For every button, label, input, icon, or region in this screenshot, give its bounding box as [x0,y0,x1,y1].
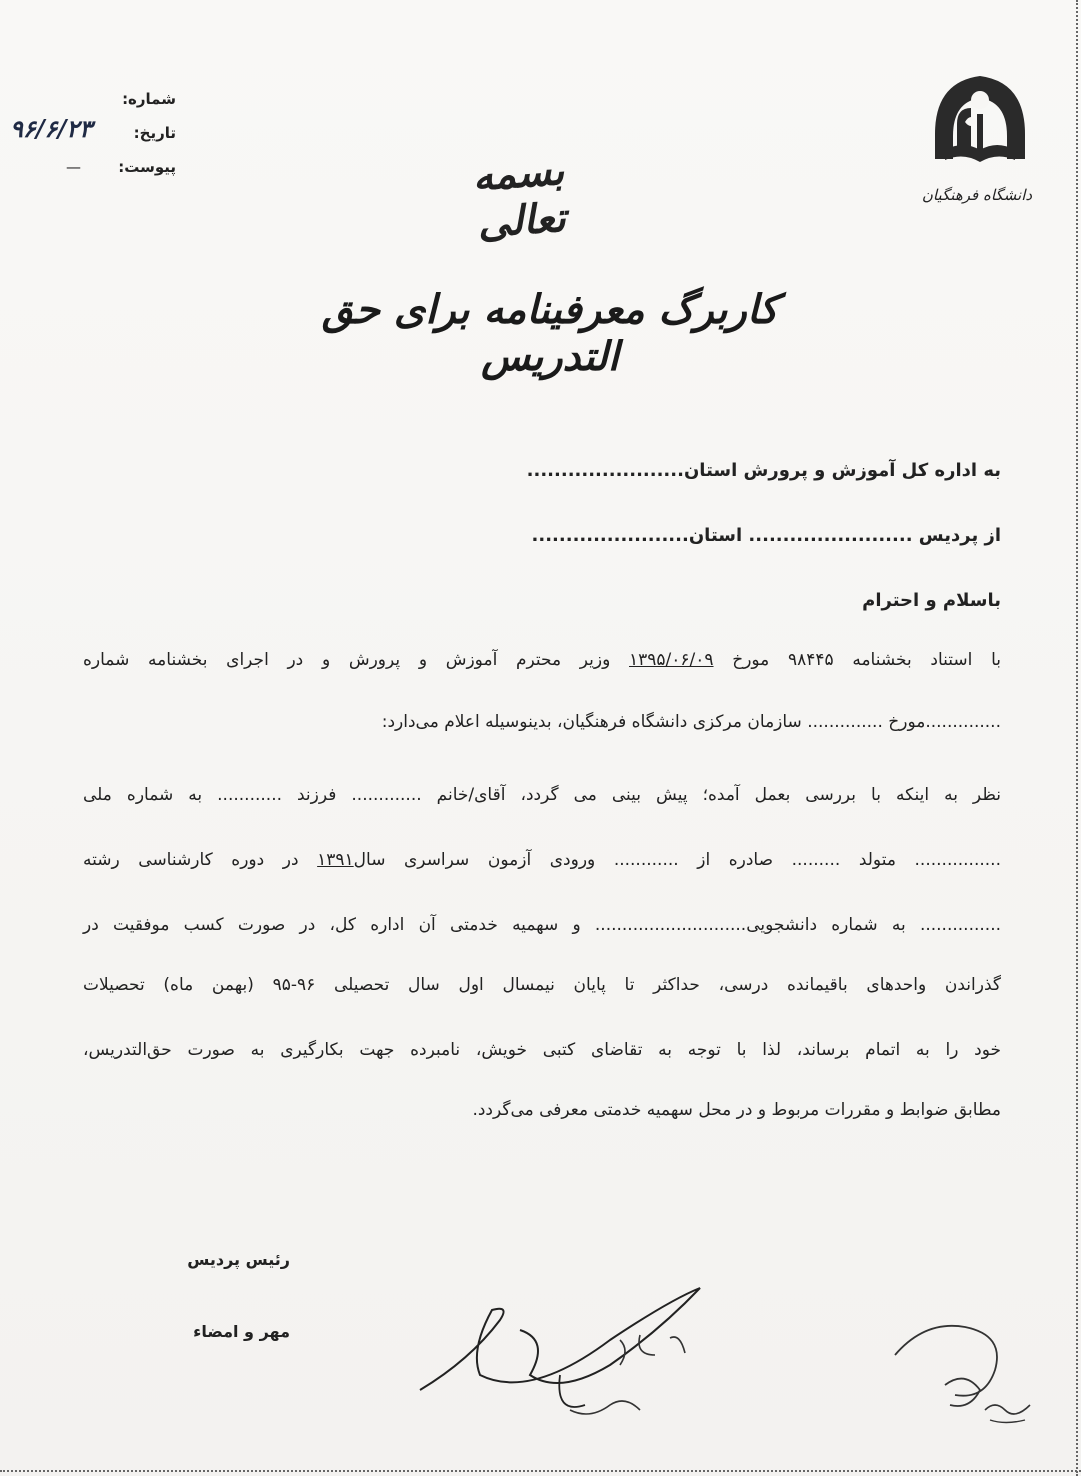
attachment-label: پیوست: [118,158,176,176]
paragraph2-line3: ............... به شماره دانشجویی............................ و سهمیه خدمتی آن اداره کل، در صورت کسب موفقیت در [83,915,1001,935]
page-title: کاربرگ معرفینامه برای حق التدریس [321,286,779,380]
date-label: تاریخ: [133,124,176,142]
paragraph2-line5: خود را به اتمام برساند، لذا با توجه به تقاضای کتبی خویش، نامبرده جهت بکارگیری به صورت حق‌التدریس، [83,1040,1001,1060]
seal-label: مهر و امضاء [193,1322,290,1341]
greeting: باسلام و احترام [862,590,1001,611]
p1-text-after: وزیر محترم آموزش و پرورش و در اجرای بخشنامه شماره [83,650,630,670]
from-line: از پردیس ........................ استان....................... [531,525,1001,546]
attachment-value: — [66,158,81,176]
addressee-line: به اداره کل آموزش و پرورش استان....................... [526,460,1001,481]
paragraph2-line2 [83,850,1001,870]
p2-line2-after: در دوره کارشناسی رشته [83,850,318,870]
attachment-row [8,152,176,186]
scan-edge-bottom [0,1470,1081,1472]
date-row [8,114,176,152]
paragraph2-line4: گذراندن واحدهای باقیمانده درسی، حداکثر تا پایان نیمسال اول سال تحصیلی ۹۶-۹۵ (بهمن ماه) تحصیلات [83,975,1001,995]
signature-scribble-icon [410,1280,720,1460]
logo-caption: دانشگاه فرهنگیان [921,186,1033,204]
paragraph1-line1 [83,650,1001,670]
paragraph2-line6: مطابق ضوابط و مقررات مربوط و در محل سهمیه خدمتی معرفی می‌گردد. [472,1100,1001,1120]
basmala: بسمه تعالی [471,146,568,247]
entrance-year: ۱۳۹۱ [317,850,354,870]
seal-signature-icon [885,1315,1035,1435]
number-label: شماره: [122,90,176,108]
number-row [8,84,176,118]
circular-date: ۱۳۹۵/۰۶/۰۹ [629,650,714,670]
paragraph1-line2: ..............مورخ .............. سازمان مرکزی دانشگاه فرهنگیان، بدینوسیله اعلام می‌دارد: [381,712,1001,732]
p2-line2-before: ................ متولد ......... صادره از ............ ورودی آزمون سراسری سال [353,850,1001,870]
p1-text-before: با استناد بخشنامه ۹۸۴۴۵ مورخ [713,650,1001,670]
signatory-role: رئیس پردیس [187,1250,290,1269]
date-value: ۹۶/۶/۲۳ [10,114,92,143]
paragraph2-line1: نظر به اینکه با بررسی بعمل آمده؛ پیش بینی می گردد، آقای/خانم ............. فرزند ............ به شماره ملی [83,785,1001,805]
letter-meta [8,84,176,186]
scan-edge-right [1076,0,1078,1476]
